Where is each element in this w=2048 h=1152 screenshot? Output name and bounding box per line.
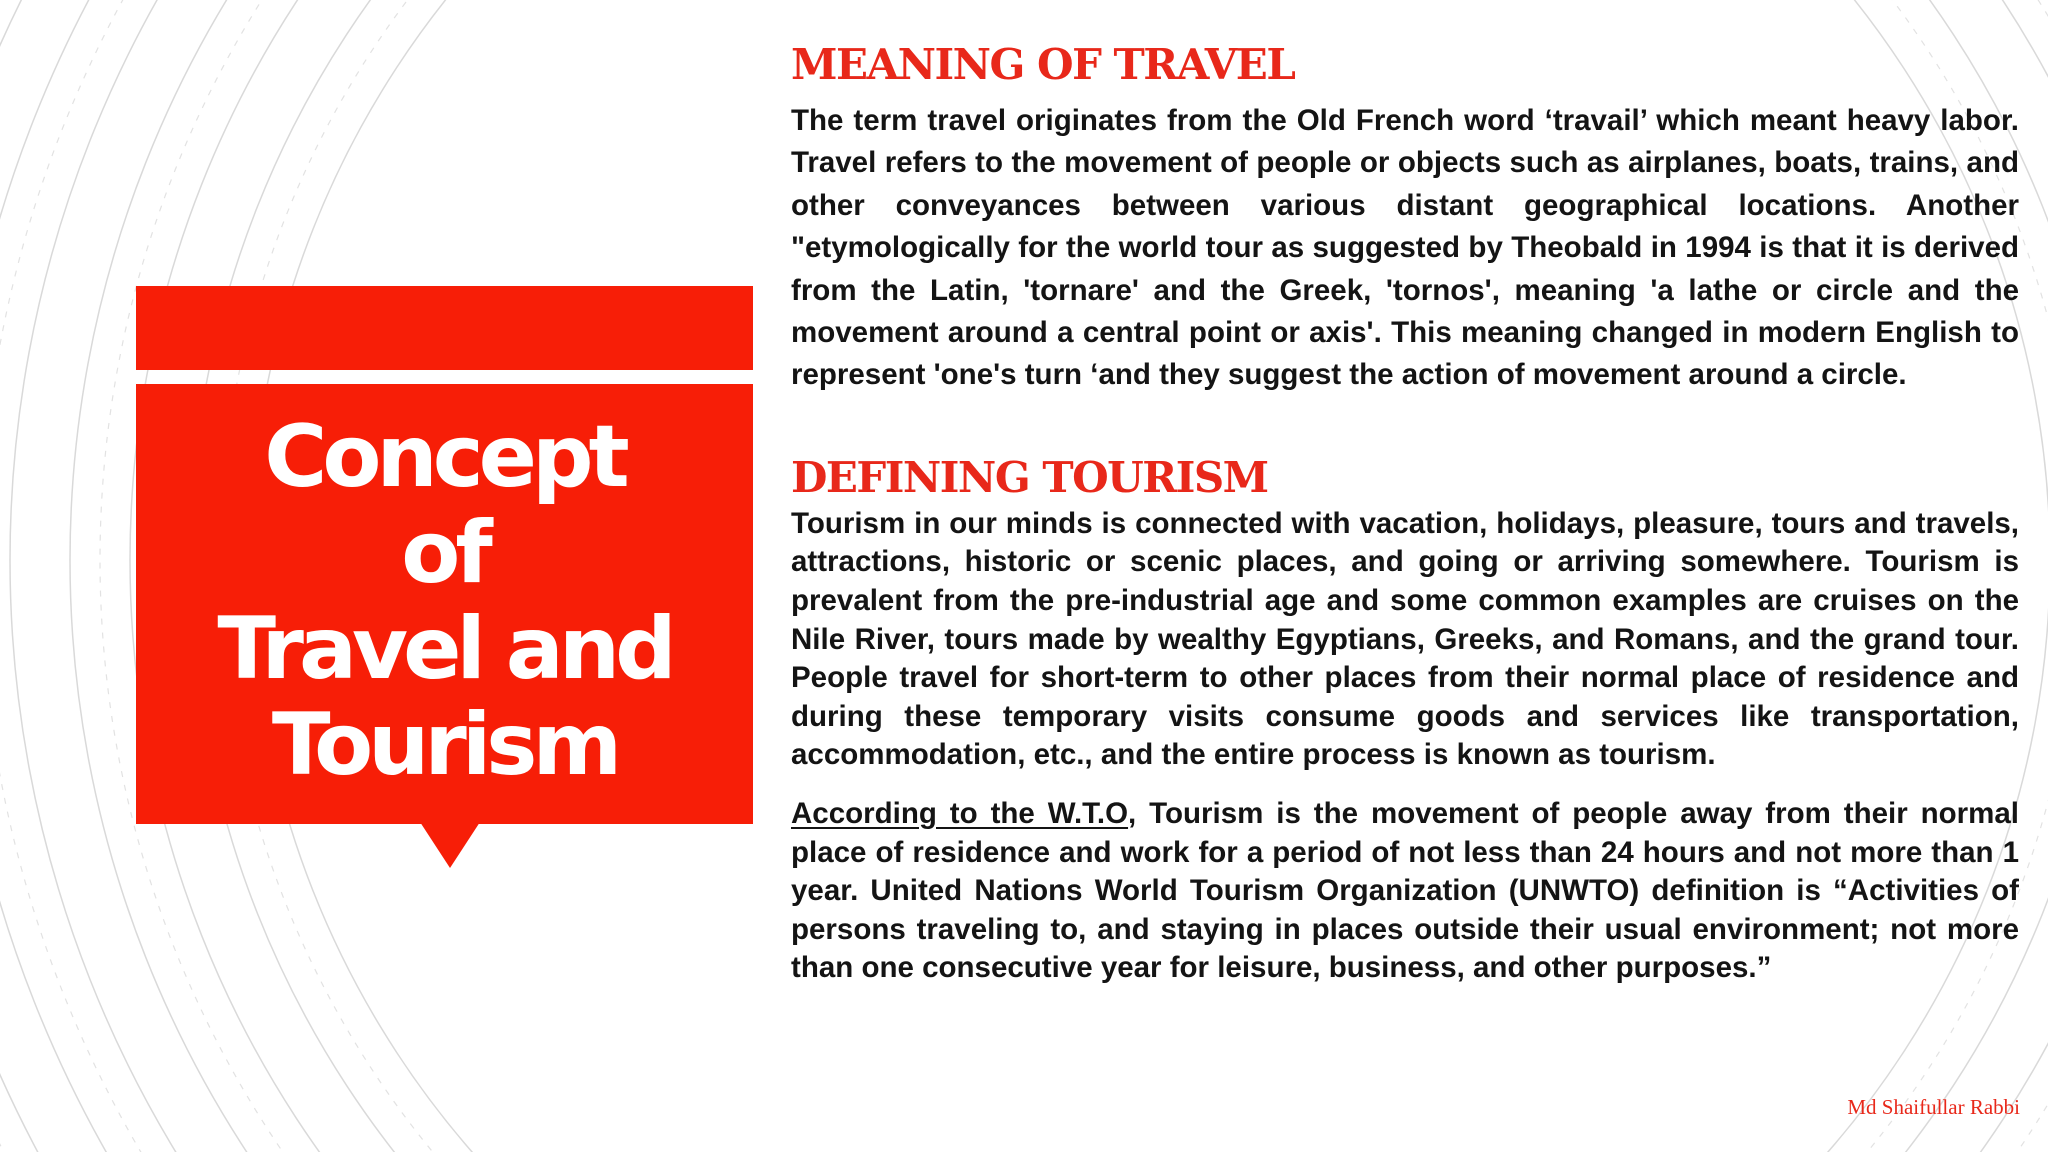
wto-underlined-label: According to the W.T.O	[791, 797, 1129, 830]
title-accent-bar	[136, 286, 753, 370]
wto-definition-text: , Tourism is the movement of people away from their normal place of residence and work for a period of not less than 24 hours and not more than 1 year. United Nations World Tourism Organization (UNWTO) definition is “Activities of persons traveling to, and staying in places outside their usual environment; not more than one consecutive year for leisure, business, and other purposes.”	[791, 797, 2019, 985]
title-box	[136, 384, 753, 824]
heading-meaning-of-travel: MEANING OF TRAVEL	[791, 40, 1295, 89]
paragraph-defining-tourism: Tourism in our minds is connected with vacation, holidays, pleasure, tours and travels, attractions, historic or scenic places, and going or arriving somewhere. Tourism is prevalent from the pre-industrial age and some common examples are cruises on the Nile River, tours made by wealthy Egyptians, Greeks, and Romans, and the grand tour. People travel for short-term to other places from their normal place of residence and during these temporary visits consume goods and services like transportation, accommodation, etc., and the entire process is known as tourism.	[791, 506, 2019, 772]
slide-title: Concept of Travel and Tourism	[217, 407, 672, 795]
heading-defining-tourism: DEFINING TOURISM	[791, 452, 1268, 502]
author-credit: Md Shaifullar Rabbi	[1847, 1095, 2020, 1119]
content-column	[791, 38, 2019, 988]
paragraph-meaning-of-travel: The term travel originates from the Old French word ‘travail’ which meant heavy labor. Travel refers to the movement of people or objects such as airplanes, boats, trains, and other conveyances between various distant geographical locations. Another "etymologically for the world tour as suggested by Theobald in 1994 is that it is derived from the Latin, 'tornare' and the Greek, 'tornos', meaning 'a lathe or circle and the movement around a central point or axis'. This meaning changed in modern English to represent 'one's turn ‘and they suggest the action of movement around a circle.	[791, 104, 2019, 392]
paragraph-wto-definition	[791, 795, 2019, 988]
callout-pointer	[420, 822, 480, 868]
